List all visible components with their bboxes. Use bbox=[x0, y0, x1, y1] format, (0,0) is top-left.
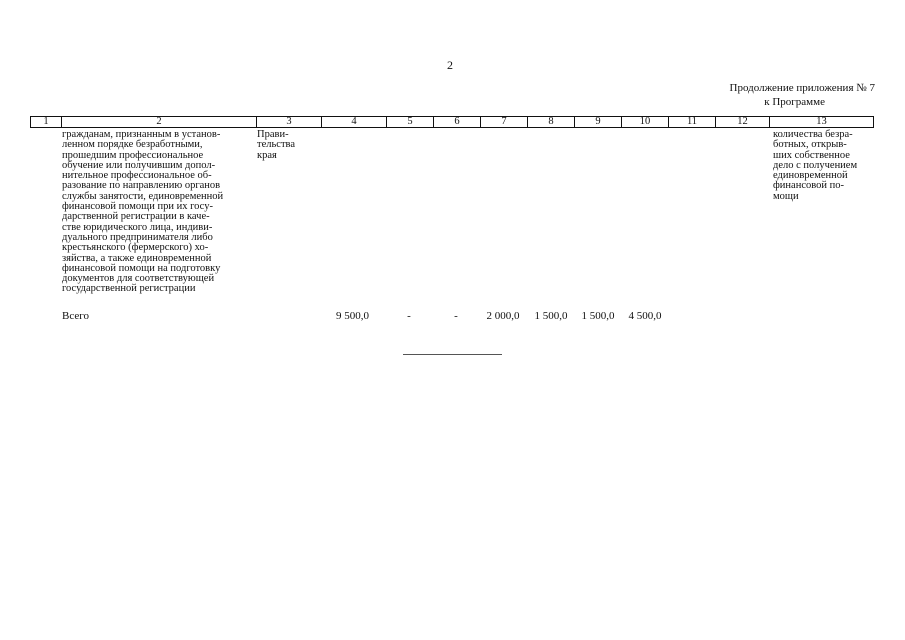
row-col3-text: Прави- тельства края bbox=[257, 129, 296, 161]
header-cell-7: 7 bbox=[480, 117, 527, 127]
total-col5: - bbox=[407, 310, 411, 322]
page-number: 2 bbox=[447, 58, 453, 72]
table-header-row bbox=[30, 116, 874, 128]
total-col10: 4 500,0 bbox=[628, 310, 662, 322]
appendix-caption bbox=[690, 81, 875, 109]
header-cell-9: 9 bbox=[574, 117, 621, 127]
total-label: Всего bbox=[62, 310, 89, 322]
header-cell-6: 6 bbox=[433, 117, 480, 127]
header-cell-4: 4 bbox=[321, 117, 386, 127]
header-cell-10: 10 bbox=[621, 117, 668, 127]
appendix-caption-line2: к Программе bbox=[764, 96, 825, 108]
appendix-caption-line1: Продолжение приложения № 7 bbox=[729, 82, 875, 94]
header-cell-11: 11 bbox=[668, 117, 715, 127]
total-col7: 2 000,0 bbox=[486, 310, 520, 322]
header-cell-13: 13 bbox=[769, 117, 873, 127]
row-col2-text: гражданам, признанным в установ- ленном порядке безработными, прошедшим профессиональное обучение или получившим допол- нительное профессиональное об- разование по направлению органов службы занятости, единовременной финансовой помощи при их госу- дарственной регистрации в каче- стве юридического лица, индиви- дуального предпринимателя либо крестьянского (фермерского) хо- зяйства, а также единовременной финансовой помощи на подготовку документов для соответствующей государственной регистрации bbox=[62, 129, 224, 295]
total-col8: 1 500,0 bbox=[534, 310, 568, 322]
closing-rule bbox=[403, 354, 502, 355]
header-cell-1: 1 bbox=[43, 116, 49, 127]
row-col13-text: количества безра- ботных, открыв- ших собственное дело с получением единовременной финансовой по- мощи bbox=[773, 129, 858, 202]
header-cell-3: 3 bbox=[256, 117, 321, 127]
total-col9: 1 500,0 bbox=[581, 310, 615, 322]
header-cell-2: 2 bbox=[61, 117, 256, 127]
header-cell-8: 8 bbox=[527, 117, 574, 127]
total-col6: - bbox=[454, 310, 458, 322]
header-cell-12: 12 bbox=[715, 117, 769, 127]
header-cell-5: 5 bbox=[386, 117, 433, 127]
total-col4: 9 500,0 bbox=[336, 310, 369, 322]
